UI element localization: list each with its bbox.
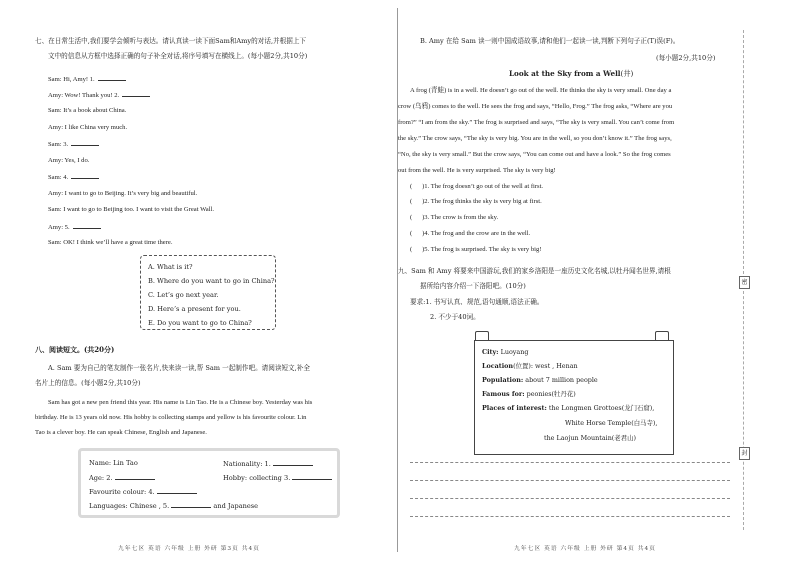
- page-divider: [397, 8, 398, 552]
- info-location: Location(位置): west , Henan: [482, 362, 578, 370]
- answer-blank[interactable]: [73, 222, 101, 229]
- writing-line-3[interactable]: [410, 498, 730, 499]
- q9-req1: 要求:1. 书写认真、规范,语句通顺,语法正确。: [410, 298, 544, 306]
- passage-line-2: birthday. He is 13 years old now. His hobby is collecting stamps and yellow is his favourite colour. Lin: [35, 414, 307, 421]
- card-hobby: Hobby: collecting 3.: [223, 473, 332, 483]
- footer-left: 九年七区 英语 六年级 上册 外研 第3页 共4页: [118, 546, 260, 552]
- answer-paren[interactable]: ( ): [410, 214, 425, 221]
- story-line-2: crow (乌鸦) comes to the well. He sees the frog and says, “Hello, Frog.” The frog asks, “Where are you: [398, 103, 673, 110]
- dialogue-line: Sam: OK! I think we’ll have a great time there.: [48, 239, 173, 246]
- blank-1[interactable]: [273, 459, 313, 466]
- dialogue-line: Amy: Yes, I do.: [48, 157, 90, 164]
- blank-5[interactable]: [171, 501, 211, 508]
- answer-blank[interactable]: [71, 172, 99, 179]
- story-line-1: A frog (青蛙) is in a well. He doesn’t go out of the well. He thinks the sky is very small. One day a: [410, 87, 672, 94]
- q9-heading-line1: 九、Sam 和 Amy 将要来中国游玩,我们的家乡洛阳是一座历史文化名城,以牡丹闻名世界,请根: [398, 267, 671, 275]
- option-e: E. Do you want to go to China?: [148, 319, 252, 327]
- q8-sub-line1: A. Sam 要为自己的笔友制作一张名片,快来读一读,帮 Sam 一起制作吧。请阅读短文,补全: [48, 364, 310, 372]
- story-title: Look at the Sky from a Well(井): [509, 69, 634, 78]
- dialogue-line: Sam: It’s a book about China.: [48, 107, 127, 114]
- dialogue-line: Sam: I want to go to Beijing too. I want to visit the Great Wall.: [48, 206, 214, 213]
- card-languages: Languages: Chinese , 5. and Japanese: [89, 502, 259, 510]
- answer-paren[interactable]: ( ): [410, 246, 425, 253]
- option-c: C. Let’s go next year.: [148, 291, 219, 299]
- q8b-points: (每小题2分,共10分): [656, 54, 716, 62]
- dialogue-line: Amy: I want to go to Beijing. It’s very big and beautiful.: [48, 190, 198, 197]
- tf-statement: ( )5. The frog is surprised. The sky is very big!: [410, 246, 542, 253]
- card-colour: Favourite colour: 4.: [89, 487, 197, 497]
- info-population: Population: about 7 million people: [482, 376, 598, 384]
- info-city: City: Luoyang: [482, 348, 529, 356]
- story-line-5: “No, the sky is very small.” But the crow says, “You can come out and have a look.” So the frog comes: [398, 151, 671, 158]
- q9-heading-line2: 据所给内容介绍一下洛阳吧。(10分): [420, 282, 526, 290]
- card-name: Name: Lin Tao: [89, 459, 138, 467]
- info-famous: Famous for: peonies(牡丹花): [482, 390, 576, 398]
- card-nationality: Nationality: 1.: [223, 459, 313, 469]
- option-a: A. What is it?: [148, 263, 193, 271]
- footer-right: 九年七区 英语 六年级 上册 外研 第4页 共4页: [514, 546, 656, 552]
- info-place-3: the Laojun Mountain(老君山): [544, 434, 636, 442]
- answer-blank[interactable]: [122, 90, 150, 97]
- tf-statement: ( )1. The frog doesn’t go out of the well at first.: [410, 183, 544, 190]
- answer-blank[interactable]: [98, 74, 126, 81]
- q9-req2: 2. 不少于40词。: [430, 313, 480, 321]
- writing-line-4[interactable]: [410, 516, 730, 517]
- q7-heading-line2: 文中的信息从方框中选择正确的句子补全对话,将序号填写在横线上。(每小题2分,共10分): [48, 52, 308, 60]
- passage-line-3: Tao is a clever boy. He can speak Chinese, English and Japanese.: [35, 429, 207, 436]
- q7-heading-line1: 七、在日常生活中,我们要学会倾听与表达。请认真读一读下面Sam和Amy的对话,并根据上下: [35, 37, 307, 45]
- story-line-6: out from the well. He is very surprised. The sky is very big!: [398, 167, 556, 174]
- option-b: B. Where do you want to go in China?: [148, 277, 275, 285]
- answer-paren[interactable]: ( ): [410, 183, 425, 190]
- side-mark-1: 密: [739, 276, 750, 289]
- side-mark-2: 封: [739, 447, 750, 460]
- q8-heading: 八、阅读短文。(共20分): [35, 345, 115, 354]
- dialogue-line: Amy: I like China very much.: [48, 124, 128, 131]
- card-age: Age: 2.: [89, 473, 155, 483]
- answer-paren[interactable]: ( ): [410, 230, 425, 237]
- answer-blank[interactable]: [71, 139, 99, 146]
- name-card: [78, 448, 340, 518]
- blank-2[interactable]: [115, 473, 155, 480]
- story-line-4: the sky.” The crow says, “The sky is very big. You are in the well, so you don’t know it.” The frog says,: [398, 135, 672, 142]
- dialogue-line: Sam: 3.: [48, 139, 99, 149]
- blank-3[interactable]: [292, 473, 332, 480]
- option-d: D. Here’s a present for you.: [148, 305, 241, 313]
- q8-sub-line2: 名片上的信息。(每小题2分,共10分): [35, 379, 141, 387]
- info-card: [474, 340, 674, 455]
- tf-statement: ( )3. The crow is from the sky.: [410, 214, 499, 221]
- answer-paren[interactable]: ( ): [410, 198, 425, 205]
- dialogue-line: Sam: Hi, Amy! 1.: [48, 74, 126, 84]
- writing-line-2[interactable]: [410, 480, 730, 481]
- dialogue-line: Amy: 5.: [48, 222, 101, 232]
- options-box: [140, 255, 276, 330]
- info-place-2: White Horse Temple(白马寺),: [565, 419, 658, 427]
- story-line-3: from?” “I am from the sky.” The frog is surprised and says, “The sky is very small. You can’t come from: [398, 119, 675, 126]
- dialogue-line: Amy: Wow! Thank you! 2.: [48, 90, 150, 100]
- info-places: Places of interest: the Longmen Grottoes(龙门石窟),: [482, 404, 655, 412]
- tf-statement: ( )2. The frog thinks the sky is very big at first.: [410, 198, 542, 205]
- blank-4[interactable]: [157, 487, 197, 494]
- writing-line-1[interactable]: [410, 462, 730, 463]
- passage-line-1: Sam has got a new pen friend this year. His name is Lin Tao. He is a Chinese boy. Yesterday was his: [48, 399, 313, 406]
- q8b-heading: B. Amy 在给 Sam 读一则中国成语故事,请和他们一起读一读,判断下列句子正(T)误(F)。: [420, 37, 680, 45]
- dialogue-line: Sam: 4.: [48, 172, 99, 182]
- tf-statement: ( )4. The frog and the crow are in the well.: [410, 230, 531, 237]
